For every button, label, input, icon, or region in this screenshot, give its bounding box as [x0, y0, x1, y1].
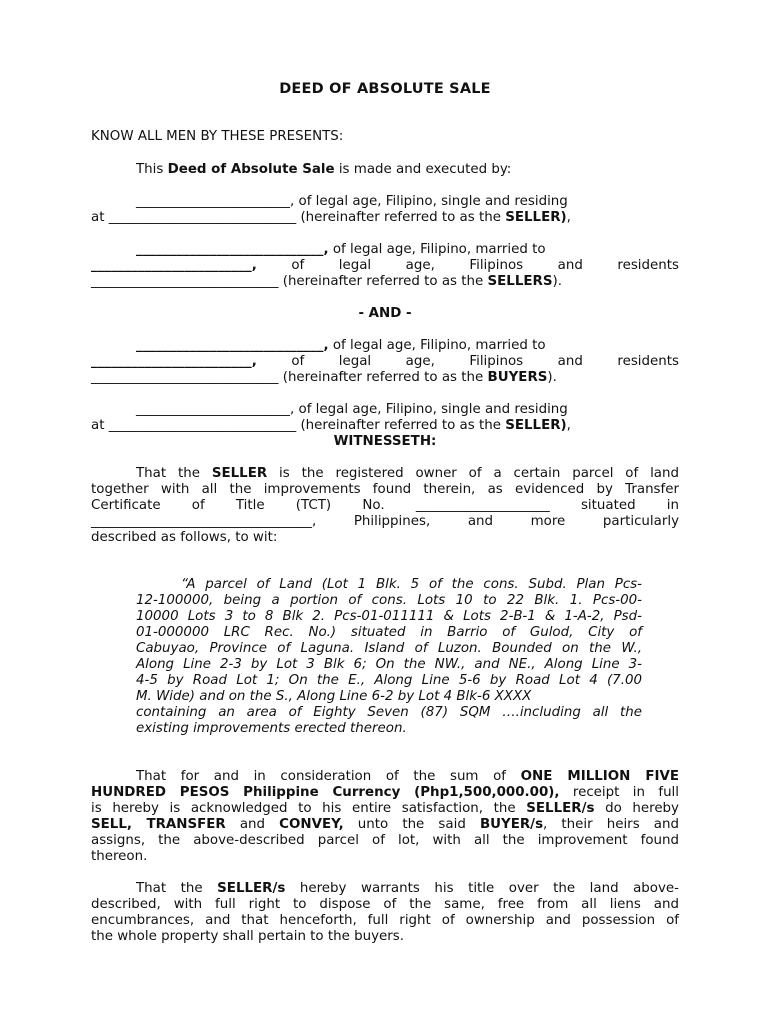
preamble: KNOW ALL MEN BY THESE PRESENTS:: [91, 129, 344, 144]
party2-line3: ____________________________ (hereinafter referred to as the SELLERS).: [91, 274, 562, 289]
description-line: 12-100000, being a portion of cons. Lots 10 to 22 Blk. 1. Pcs-00-: [136, 593, 642, 608]
para2-line1: That for and in consideration of the sum of ONE MILLION FIVE: [136, 769, 679, 784]
party3-line2: ________________________, of legal age, Filipinos and residents: [91, 354, 679, 369]
intro-line: This Deed of Absolute Sale is made and executed by:: [136, 162, 512, 177]
para3-line1: That the SELLER/s hereby warrants his title over the land above-: [136, 881, 679, 896]
description-line: 10000 Lots 3 to 8 Blk 2. Pcs-01-011111 & Lots 2-B-1 & 1-A-2, Psd-: [136, 609, 642, 624]
para2-line4: SELL, TRANSFER and CONVEY, unto the said BUYER/s, their heirs and: [91, 817, 679, 832]
party2-line1: ____________________________, of legal age, Filipino, married to: [136, 242, 546, 257]
party1-line1: _______________________, of legal age, Filipino, single and residing: [136, 194, 568, 209]
para2-line3: is hereby is acknowledged to his entire satisfaction, the SELLER/s do hereby: [91, 801, 679, 816]
seller-name-blank[interactable]: ____________________________,: [136, 242, 329, 257]
para1-line4: _________________________________, Philippines, and more particularly: [91, 514, 679, 529]
para2-line2: HUNDRED PESOS Philippine Currency (Php1,500,000.00), receipt in full: [91, 785, 679, 800]
party3-line1: ____________________________, of legal age, Filipino, married to: [136, 338, 546, 353]
para1-line3: Certificate of Title (TCT) No. ____________________ situated in: [91, 498, 679, 513]
and-separator: - AND -: [358, 306, 412, 321]
description-line: Cabuyao, Province of Laguna. Island of Luzon. Bounded on the W.,: [136, 641, 642, 656]
seller-name-blank[interactable]: _______________________: [136, 194, 290, 209]
seller-address-blank[interactable]: ____________________________: [108, 418, 297, 433]
para2-line5: assigns, the above-described parcel of lot, with all the improvement found: [91, 833, 679, 848]
address-blank[interactable]: ____________________________: [91, 370, 279, 385]
party3-line3: ____________________________ (hereinafter referred to as the BUYERS).: [91, 370, 557, 385]
witnesseth-heading: WITNESSETH:: [333, 434, 437, 449]
seller-name-blank[interactable]: _______________________: [136, 402, 290, 417]
party4-line1: _______________________, of legal age, Filipino, single and residing: [136, 402, 568, 417]
description-line: M. Wide) and on the S., Along Line 6-2 by Lot 4 Blk-6 XXXX: [136, 689, 532, 704]
document-title: DEED OF ABSOLUTE SALE: [279, 81, 491, 97]
description-line: containing an area of Eighty Seven (87) SQM ….including all the: [136, 705, 642, 720]
location-blank[interactable]: _________________________________,: [91, 514, 317, 529]
para1-line5: described as follows, to wit:: [91, 530, 278, 545]
spouse-name-blank[interactable]: ________________________,: [91, 354, 257, 369]
para3-line2: described, with full right to dispose of the same, free from all liens and: [91, 897, 679, 912]
description-line: “A parcel of Land (Lot 1 Blk. 5 of the cons. Subd. Plan Pcs-: [181, 577, 642, 592]
description-line: 4-5 by Road Lot 1; On the E., Along Line 5-6 by Road Lot 4 (7.00: [136, 673, 642, 688]
para1-line2: together with all the improvements found therein, as evidenced by Transfer: [91, 482, 679, 497]
description-line: Along Line 2-3 by Lot 3 Blk 6; On the NW., and NE., Along Line 3-: [136, 657, 642, 672]
address-blank[interactable]: ____________________________: [91, 274, 279, 289]
buyer-name-blank[interactable]: ____________________________,: [136, 338, 329, 353]
para3-line4: the whole property shall pertain to the buyers.: [91, 929, 405, 944]
tct-number-blank[interactable]: ____________________: [415, 498, 550, 513]
para3-line3: encumbrances, and that henceforth, full right of ownership and possession of: [91, 913, 679, 928]
party1-line2: at ____________________________ (hereinafter referred to as the SELLER),: [91, 210, 571, 225]
para1-line1: That the SELLER is the registered owner of a certain parcel of land: [136, 466, 679, 481]
description-line: 01-000000 LRC Rec. No.) situated in Barrio of Gulod, City of: [136, 625, 642, 640]
party4-line2: at ____________________________ (hereinafter referred to as the SELLER),: [91, 418, 571, 433]
spouse-name-blank[interactable]: ________________________,: [91, 258, 257, 273]
party2-line2: ________________________, of legal age, Filipinos and residents: [91, 258, 679, 273]
description-line: existing improvements erected thereon.: [136, 721, 407, 736]
para2-line6: thereon.: [91, 849, 148, 864]
seller-address-blank[interactable]: ____________________________: [108, 210, 297, 225]
